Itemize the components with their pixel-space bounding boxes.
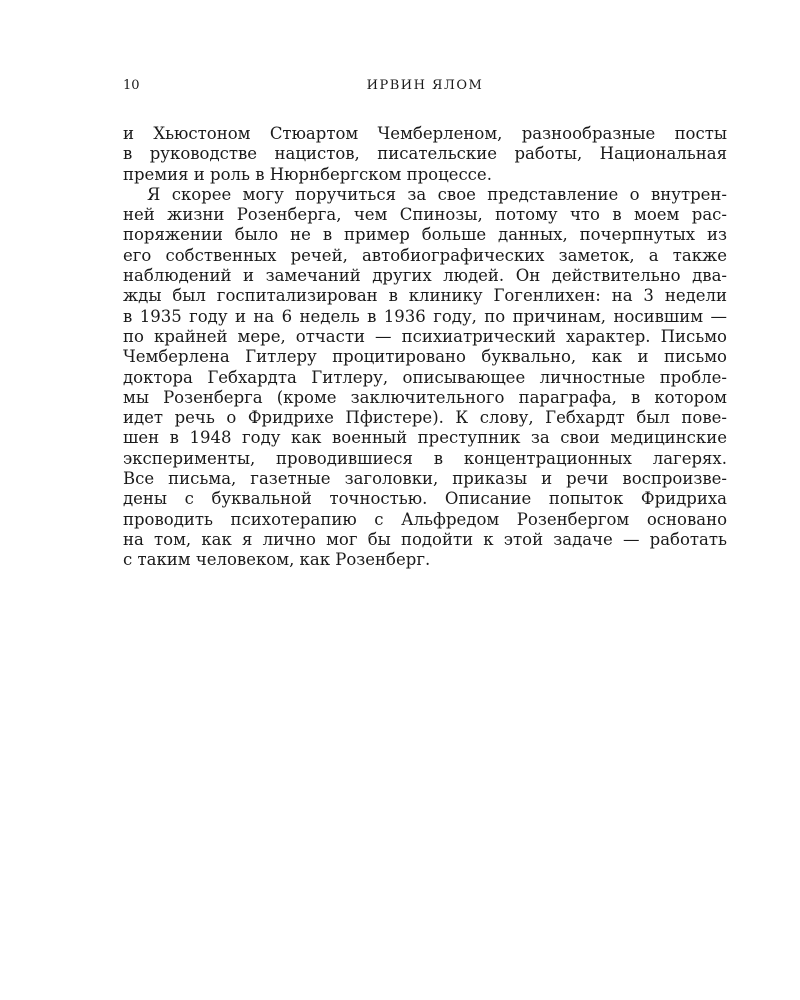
text-line: его собственных речей, автобиографических заметок, а также — [123, 245, 727, 265]
page-number: 10 — [123, 78, 140, 93]
text-line: премия и роль в Нюрнбергском процессе. — [123, 164, 492, 184]
text-line: в руководстве нацистов, писательские работы, Национальная — [123, 144, 727, 164]
text-line: ней жизни Розенберга, чем Спинозы, потому что в моем рас- — [123, 205, 727, 225]
text-line: идет речь о Фридрихе Пфистере). К слову, Гебхардт был пове- — [123, 408, 727, 428]
text-line: эксперименты, проводившиеся в концентрационных лагерях. — [123, 448, 727, 468]
text-line: с таким человеком, как Розенберг. — [123, 550, 431, 570]
text-line: в 1935 году и на 6 недель в 1936 году, по причинам, носившим — — [123, 306, 727, 326]
text-line: жды был госпитализирован в клинику Гогенлихен: на 3 недели — [123, 286, 727, 306]
text-line: мы Розенберга (кроме заключительного параграфа, в котором — [123, 387, 727, 407]
text-line: на том, как я лично мог бы подойти к этой задаче — работать — [123, 529, 727, 549]
text-line: шен в 1948 году как военный преступник за свои медицинские — [123, 428, 727, 448]
text-line: наблюдений и замечаний других людей. Он действительно два- — [123, 266, 727, 286]
text-line: Все письма, газетные заголовки, приказы и речи воспроизве- — [123, 469, 727, 489]
text-line: проводить психотерапию с Альфредом Розенбергом основано — [123, 509, 727, 529]
text-line: дены с буквальной точностью. Описание попыток Фридриха — [123, 489, 727, 509]
running-head — [123, 78, 727, 94]
text-line: поряжении было не в пример больше данных, почерпнутых из — [123, 225, 727, 245]
text-line: по крайней мере, отчасти — психиатрический характер. Письмо — [123, 326, 727, 346]
text-line: и Хьюстоном Стюартом Чемберленом, разнообразные посты — [123, 124, 727, 143]
text-line: доктора Гебхардта Гитлеру, описывающее личностные пробле- — [123, 367, 727, 387]
text-line: Я скорее могу поручиться за свое представление о внутрен- — [147, 184, 727, 204]
text-line: Чемберлена Гитлеру процитировано буквально, как и письмо — [123, 347, 727, 367]
body-text — [123, 124, 727, 571]
book-author: ИРВИН ЯЛОМ — [366, 78, 484, 93]
